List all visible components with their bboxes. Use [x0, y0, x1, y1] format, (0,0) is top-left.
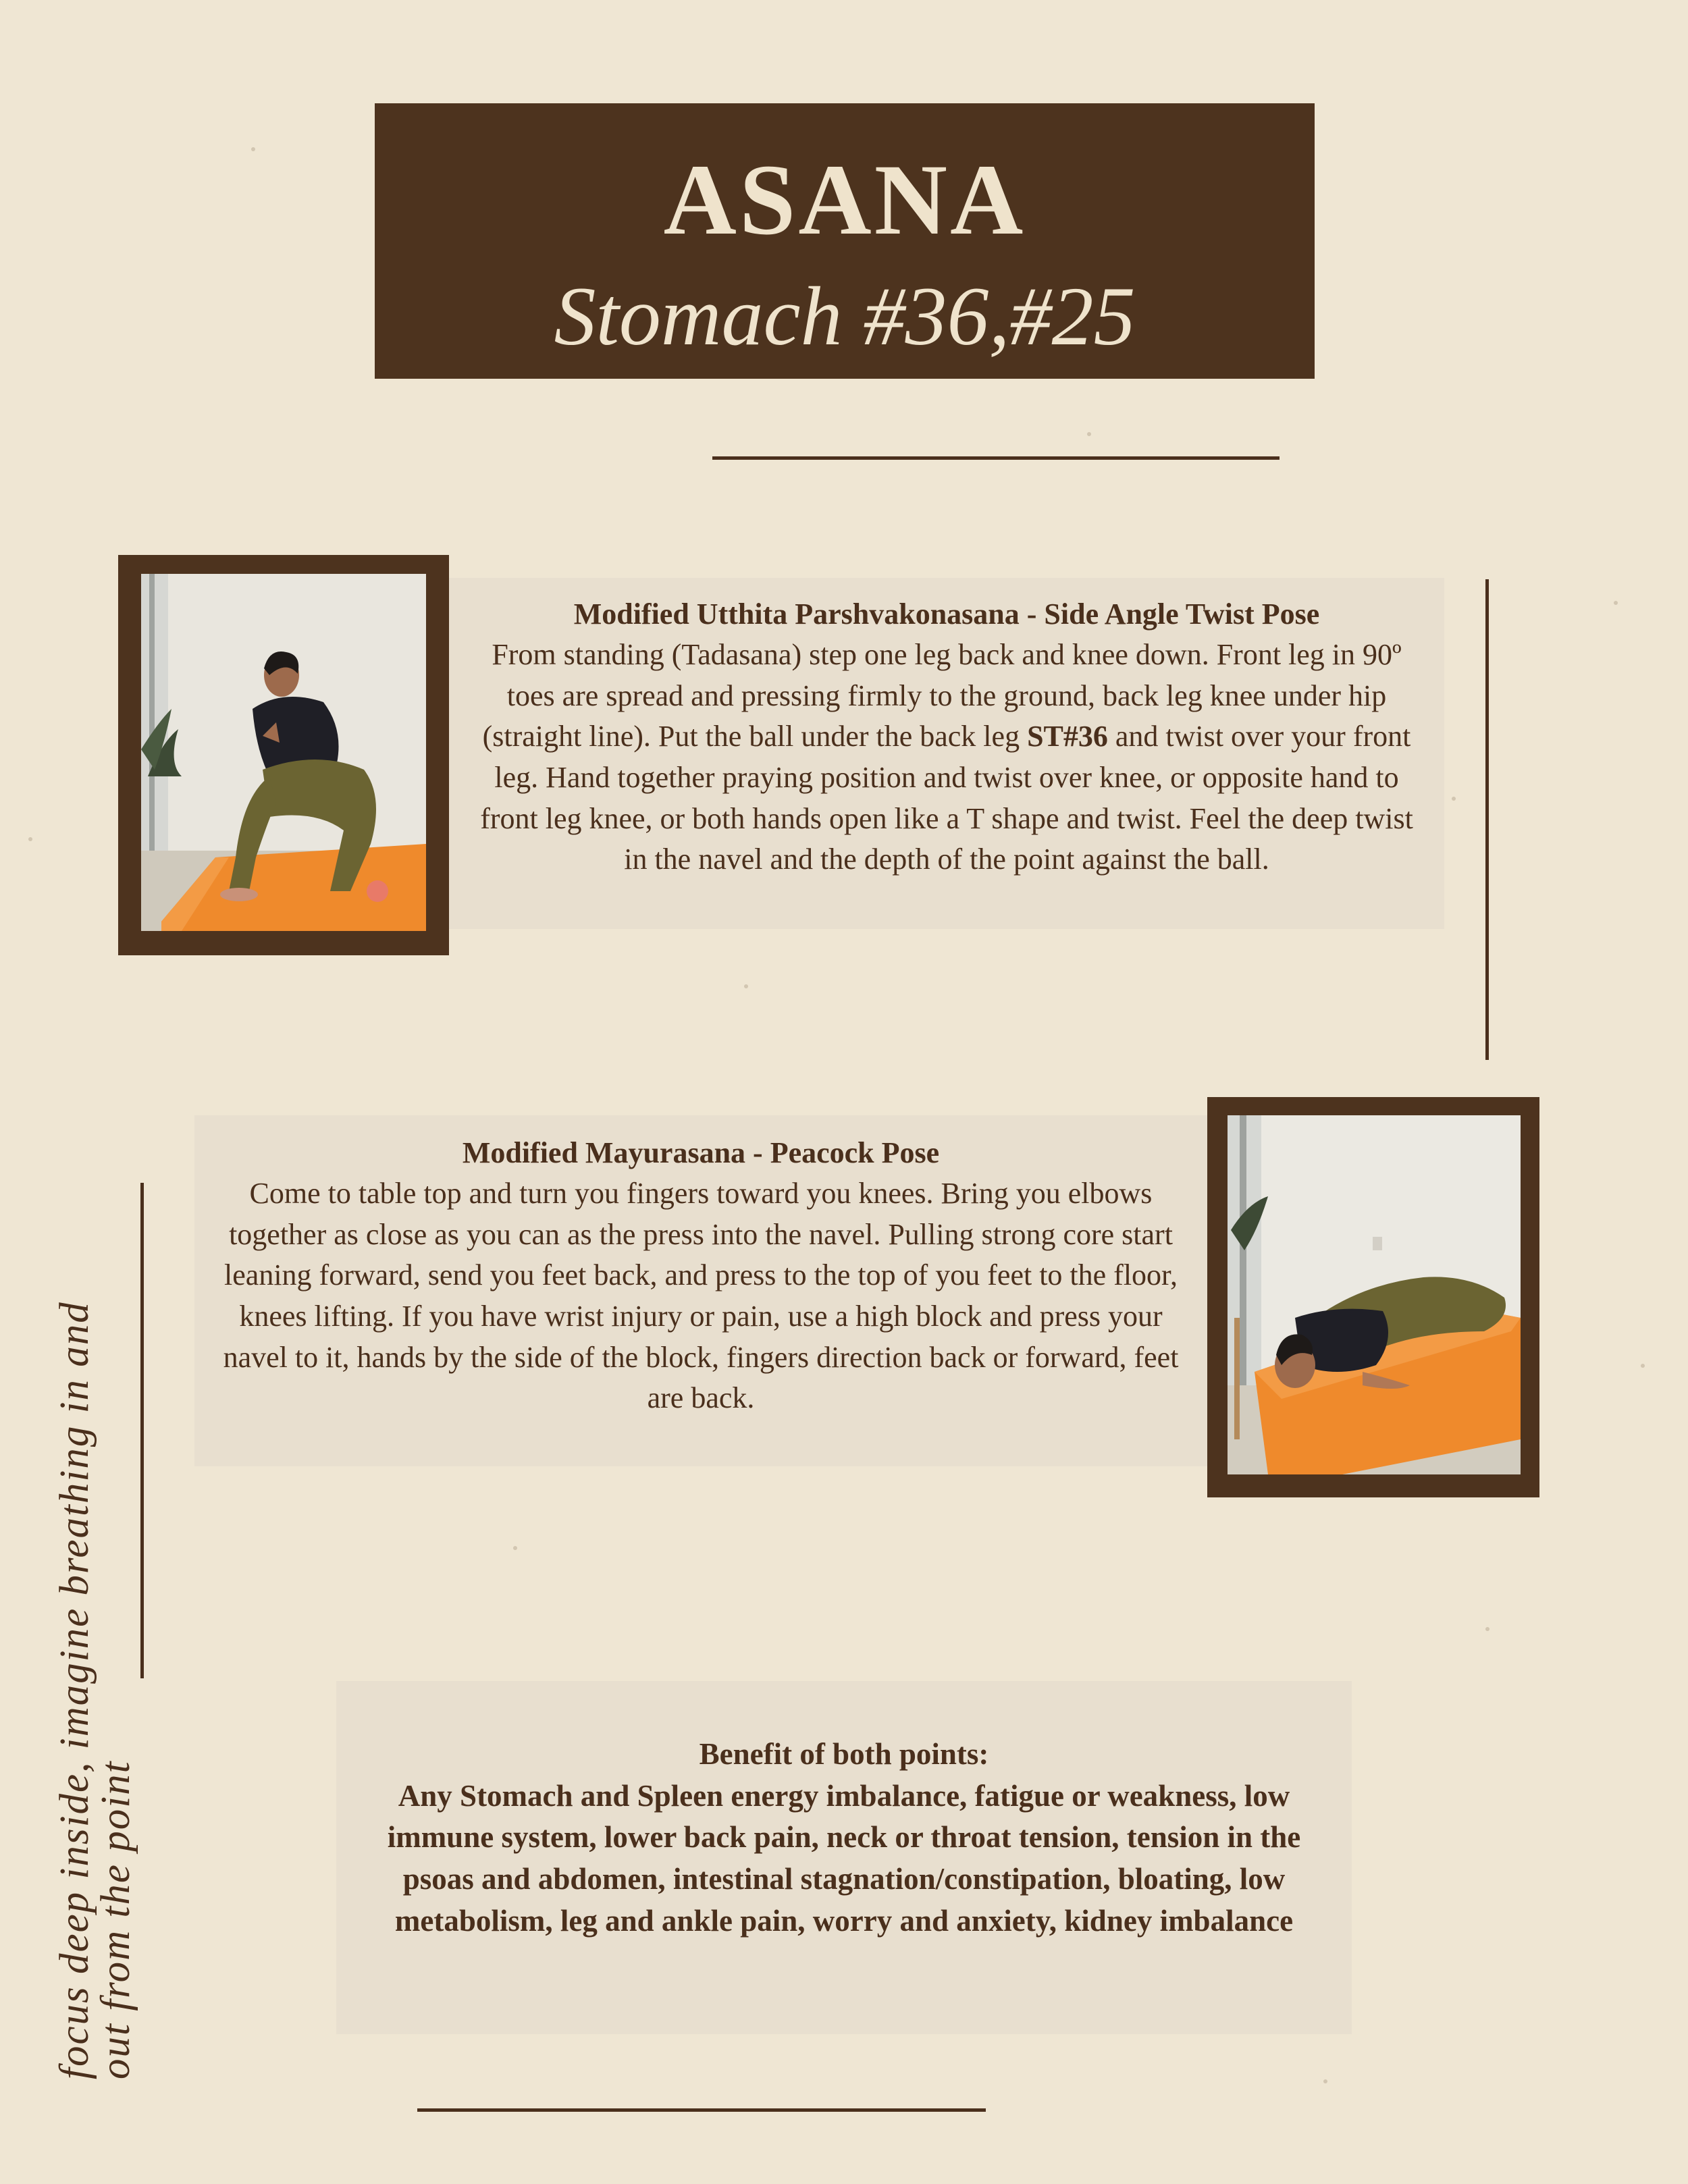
paper-speck	[744, 984, 748, 988]
divider-bottom	[417, 2108, 986, 2112]
side-quote-line-2: out from the point	[93, 1760, 138, 2079]
pose2-title: Modified Mayurasana - Peacock Pose	[462, 1136, 940, 1169]
benefit-title: Benefit of both points:	[699, 1737, 989, 1771]
paper-speck	[1641, 1364, 1645, 1368]
peacock-pose-photo	[1228, 1115, 1521, 1474]
page-subtitle: Stomach #36,#25	[554, 270, 1136, 363]
pose1-text-2: and twist over your front leg. Hand together praying position and twist over knee, or opposite hand to front leg knee, or both hands open like a T shape and twist. Feel the deep twist in the navel and the depth of the point against the ball.	[480, 720, 1413, 876]
photo-frame-side-angle	[118, 555, 449, 955]
paper-speck	[1614, 601, 1618, 605]
paper-speck	[513, 1546, 517, 1550]
divider-right	[1485, 579, 1489, 1060]
divider-left	[140, 1183, 144, 1678]
pose1-description	[469, 635, 1424, 880]
side-quote-line-1: focus deep inside, imagine breathing in and	[52, 1301, 97, 2079]
benefit-panel	[336, 1681, 1352, 2034]
pose1-title: Modified Utthita Parshvakonasana - Side Angle Twist Pose	[573, 597, 1320, 631]
pose2-description: Come to table top and turn you fingers toward you knees. Bring you elbows together as close as you can as the press into the navel. Pulling strong core start leaning forward, send you feet back, and press to the top of you feet to the floor, knees lifting. If you have wrist injury or pain, use a high block and press your navel to it, hands by the side of the block, fingers direction back or forward, feet are back.	[223, 1176, 1179, 1415]
paper-speck	[28, 837, 32, 841]
photo-frame-peacock	[1207, 1097, 1539, 1497]
peacock-pose-illustration	[1228, 1115, 1521, 1474]
side-angle-twist-illustration	[141, 574, 426, 931]
divider-top	[712, 456, 1280, 460]
benefit-description: Any Stomach and Spleen energy imbalance, fatigue or weakness, low immune system, lower back pain, neck or throat tension, tension in the psoas and abdomen, intestinal stagnation/constipation, bloating, low metabolism, leg and ankle pain, worry and anxiety, kidney imbalance	[387, 1778, 1301, 1938]
pose2-panel	[194, 1115, 1207, 1466]
side-angle-twist-photo	[141, 574, 426, 931]
paper-speck	[1485, 1627, 1489, 1631]
title-banner	[375, 103, 1315, 379]
paper-speck	[251, 147, 255, 151]
paper-speck	[1452, 797, 1456, 801]
pose1-text-1: From standing (Tadasana) step one leg back and knee down. Front leg in 90º toes are spread and pressing firmly to the ground, back leg knee under hip (straight line). Put the ball under the back leg	[482, 637, 1402, 753]
pose1-point-label: ST#36	[1027, 720, 1108, 753]
side-quote	[54, 1168, 136, 2079]
page-title: ASANA	[663, 144, 1026, 256]
pose1-panel	[449, 578, 1444, 929]
paper-speck	[1323, 2079, 1327, 2083]
paper-speck	[1087, 432, 1091, 436]
